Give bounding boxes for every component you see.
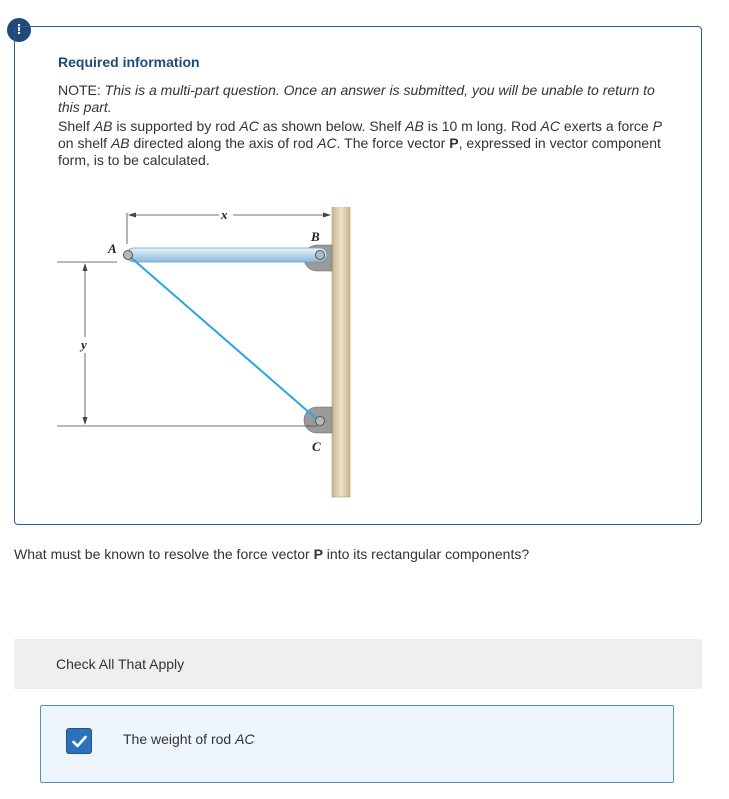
alert-icon: ! [7, 18, 31, 42]
check-all-header [14, 639, 702, 689]
rod-ac [128, 255, 319, 421]
shelf-ab [127, 248, 327, 262]
check-all-label: Check All That Apply [56, 656, 185, 672]
required-info-panel [14, 26, 702, 525]
label-a: A [108, 241, 117, 256]
note-body: This is a multi-part question. Once an answer is submitted, you will be unable to return to this part. [58, 82, 655, 115]
checkmark-icon [72, 735, 87, 748]
label-x: x [221, 207, 228, 222]
shelf-rod-diagram [55, 207, 355, 507]
label-c: C [312, 439, 321, 454]
wall [332, 207, 350, 497]
note-label: NOTE: [58, 82, 101, 98]
info-title: Required information [58, 54, 200, 70]
pin-a [124, 251, 133, 260]
question-text: What must be known to resolve the force vector P into its rectangular components? [14, 546, 530, 562]
option-checkbox[interactable] [66, 728, 92, 754]
answer-option[interactable] [40, 705, 674, 783]
pin-c [316, 417, 325, 426]
option-label[interactable]: The weight of rod AC [123, 731, 255, 747]
label-y: y [81, 337, 87, 352]
label-b: B [311, 229, 320, 244]
problem-description: Shelf AB is supported by rod AC as shown below. Shelf AB is 10 m long. Rod AC exerts a force P on shelf AB directed along the axis of rod AC. The force vector P, expressed in vector component form, is to be calculated. [58, 118, 662, 168]
note-text [58, 82, 678, 116]
pin-b [316, 251, 325, 260]
